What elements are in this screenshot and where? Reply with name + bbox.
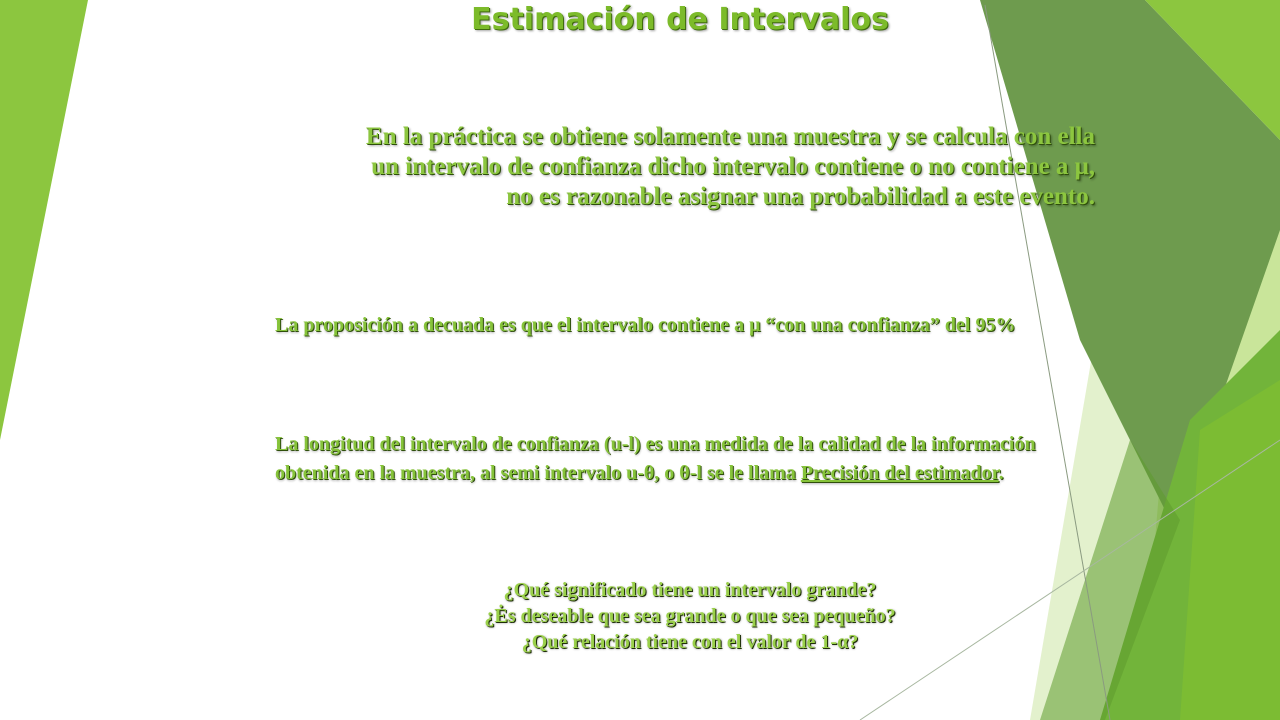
main-paragraph-line-1: En la práctica se obtiene solamente una muestra y se calcula con ella [365,123,1095,150]
interval-length-text: La longitud del intervalo de confianza (u-l) es una medida de la calidad de la información obtenida en la muestra, al semi intervalo u-θ, o θ-l se le llama [275,433,1036,484]
main-paragraph-line-2: un intervalo de confianza dicho intervalo contiene o no contiene a μ, [371,153,1095,180]
questions-block [380,577,1000,655]
interval-length-period: . [998,462,1004,484]
left-wedge [0,0,88,440]
question-1: ¿Qué significado tiene un intervalo grande? [503,579,877,601]
question-2: ¿Ės deseable que sea grande o que sea pequeño? [484,605,896,627]
proposition-paragraph: La proposición a decuada es que el intervalo contiene a μ “con una confianza” del 95% [275,314,1016,336]
slide-title: Estimación de Intervalos [471,2,889,37]
precision-link[interactable]: Precisión del estimador [800,462,999,484]
main-paragraph-line-3: no es razonable asignar una probabilidad a este evento. [506,183,1095,210]
main-paragraph [270,122,1095,212]
interval-length-paragraph [275,430,1095,488]
question-3: ¿Qué relación tiene con el valor de 1-α? [521,631,859,653]
